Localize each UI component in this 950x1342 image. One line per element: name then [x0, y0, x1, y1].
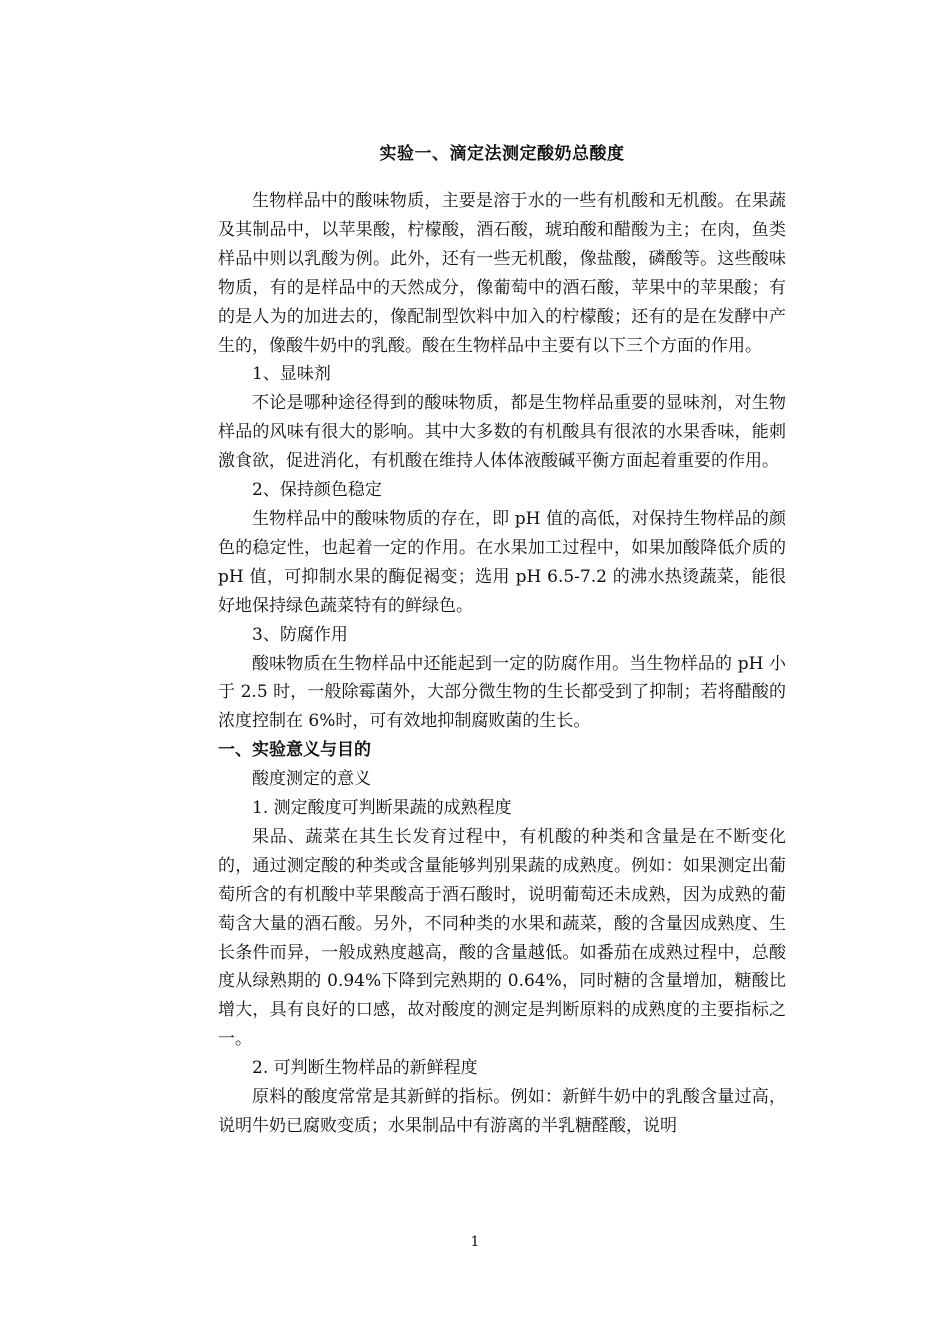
- subsection-title: 酸度测定的意义: [252, 769, 371, 790]
- section-heading: 一、实验意义与目的: [218, 740, 371, 761]
- subitem-heading-ripeness: 1. 测定酸度可判断果蔬的成熟程度: [252, 798, 512, 819]
- ripeness-paragraph: 果品、蔬菜在其生长发育过程中，有机酸的种类和含量是在不断变化的，通过测定酸的种类或含量能够判别果蔬的成熟度。例如：如果测定出葡萄所含的有机酸中苹果酸高于酒石酸时，说明葡萄还未成熟，因为成熟的葡萄含大量的酒石酸。另外，不同种类的水果和蔬菜，酸的含量因成熟度、生长条件而异，一般成熟度越高，酸的含量越低。如番茄在成熟过程中，总酸度从绿熟期的 0.94%下降到完熟期的 0.64%，同时糖的含量增加，糖酸比增大，具有良好的口感，故对酸度的测定是判断原料的成熟度的主要指标之一。: [218, 826, 786, 1050]
- flavor-paragraph: 不论是哪种途径得到的酸味物质，都是生物样品重要的显味剂，对生物样品的风味有很大的影响。其中大多数的有机酸具有很浓的水果香味，能刺激食欲，促进消化，有机酸在维持人体体液酸碱平衡方面起着重要的作用。: [218, 393, 786, 472]
- item-heading-preservation: 3、防腐作用: [252, 624, 348, 645]
- preservation-paragraph: 酸味物质在生物样品中还能起到一定的防腐作用。当生物样品的 pH 小于 2.5 时，一般除霉菌外，大部分微生物的生长都受到了抑制；若将醋酸的浓度控制在 6%时，可有效地抑制腐败菌的生长。: [218, 653, 786, 732]
- intro-paragraph: 生物样品中的酸味物质，主要是溶于水的一些有机酸和无机酸。在果蔬及其制品中，以苹果酸，柠檬酸，酒石酸，琥珀酸和醋酸为主；在肉，鱼类样品中则以乳酸为例。此外，还有一些无机酸，像盐酸，磷酸等。这些酸味物质，有的是样品中的天然成分，像葡萄中的酒石酸，苹果中的苹果酸；有的是人为的加进去的，像配制型饮料中加入的柠檬酸；还有的是在发酵中产生的，像酸牛奶中的乳酸。酸在生物样品中主要有以下三个方面的作用。: [218, 191, 786, 356]
- subitem-heading-freshness: 2. 可判断生物样品的新鲜程度: [252, 1058, 478, 1079]
- item-heading-color: 2、保持颜色稳定: [252, 480, 382, 501]
- document-title: 实验一、滴定法测定酸奶总酸度: [379, 144, 625, 164]
- document-body: [218, 139, 786, 1141]
- color-paragraph: 生物样品中的酸味物质的存在，即 pH 值的高低，对保持生物样品的颜色的稳定性，也起着一定的作用。在水果加工过程中，如果加酸降低介质的 pH 值，可抑制水果的酶促褐变；选用 pH 6.5-7.2 的沸水热烫蔬菜，能很好地保持绿色蔬菜特有的鲜绿色。: [218, 508, 786, 616]
- item-heading-flavor: 1、显味剂: [252, 364, 331, 385]
- page-number: 1: [470, 1234, 480, 1250]
- freshness-paragraph: 原料的酸度常常是其新鲜的指标。例如：新鲜牛奶中的乳酸含量过高，说明牛奶已腐败变质；水果制品中有游离的半乳糖醛酸，说明: [218, 1087, 786, 1136]
